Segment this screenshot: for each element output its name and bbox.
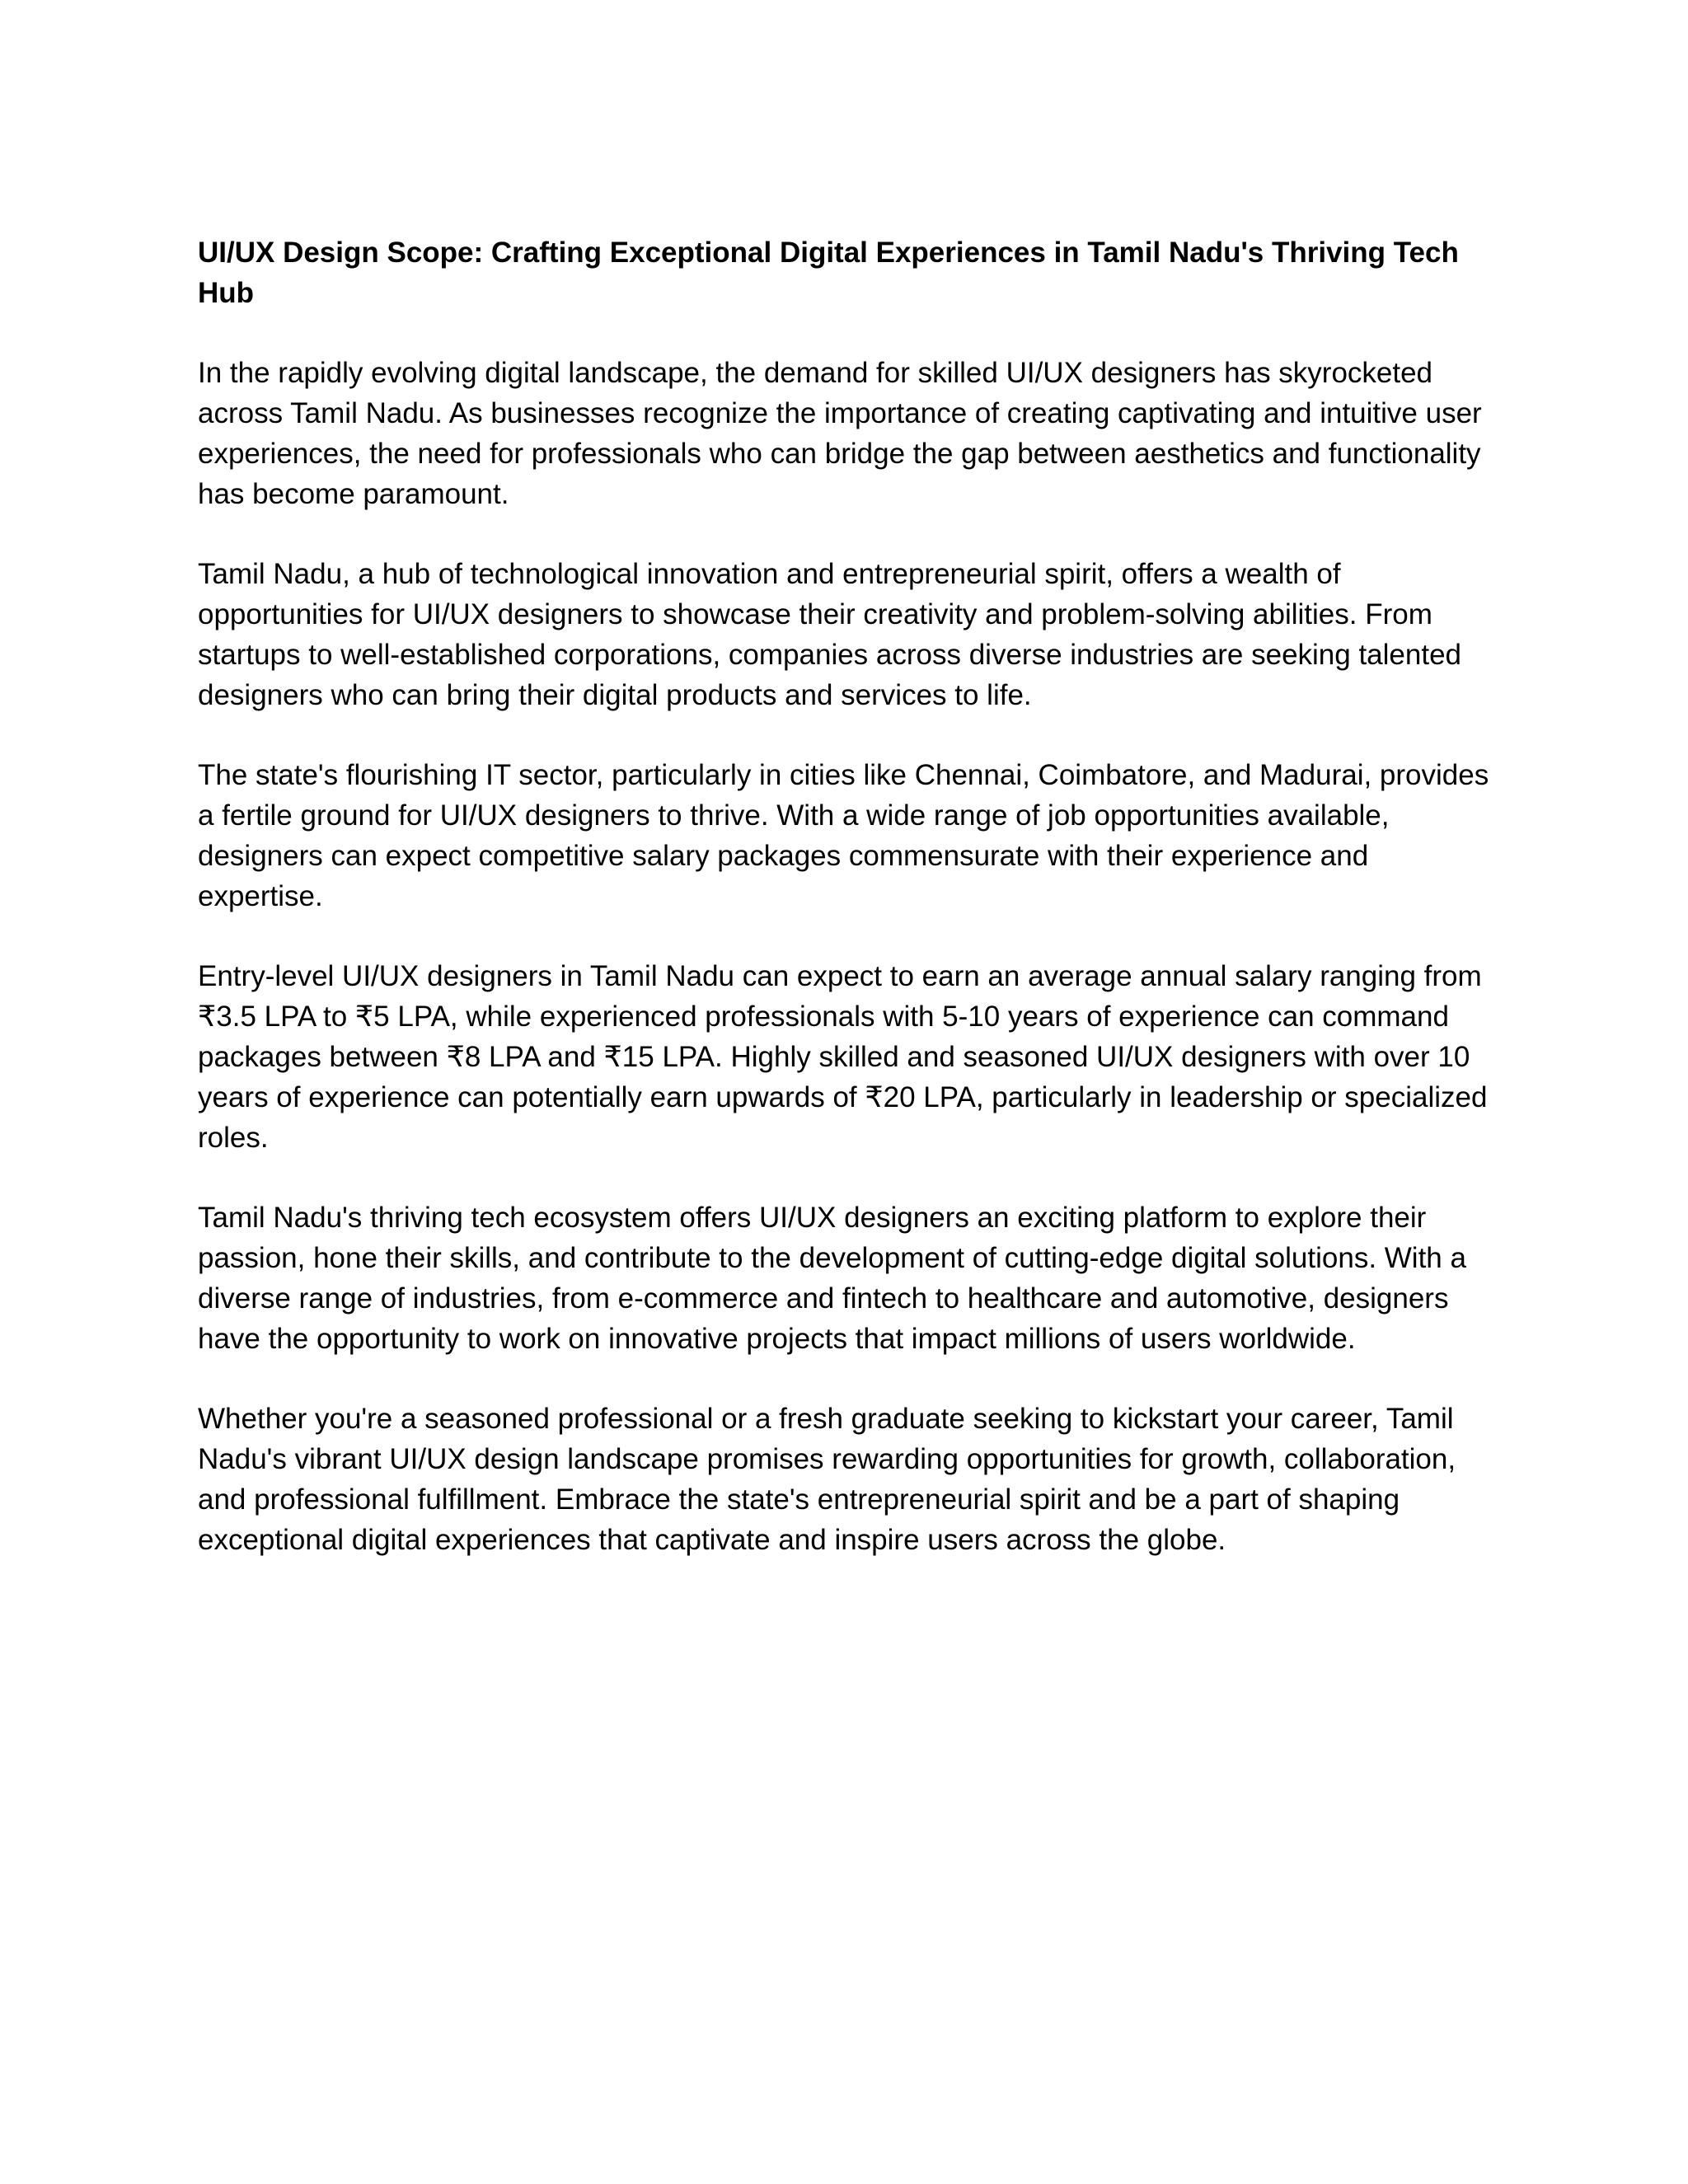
paragraph-salary: Entry-level UI/UX designers in Tamil Nadu can expect to earn an average annual salary ranging from ₹3.5 LPA to ₹5 LPA, while experienced professionals with 5-10 years of experience can command packages between ₹8 LPA and ₹15 LPA. Highly skilled and seasoned UI/UX designers with over 10 years of experience can potentially earn upwards of ₹20 LPA, particularly in leadership or specialized roles.	[198, 960, 1488, 1154]
paragraph-opportunities: Tamil Nadu, a hub of technological innovation and entrepreneurial spirit, offers a wealth of opportunities for UI/UX designers to showcase their creativity and problem-solving abilities. From startups to well-established corporations, companies across diverse industries are seeking talented designers who can bring their digital products and services to life.	[198, 558, 1462, 711]
document-body	[198, 232, 1500, 1600]
paragraph-intro: In the rapidly evolving digital landscape, the demand for skilled UI/UX designers has skyrocketed across Tamil Nadu. As businesses recognize the importance of creating captivating and intuitive user experiences, the need for professionals who can bridge the gap between aesthetics and functionality has become paramount.	[198, 357, 1482, 510]
document-title: UI/UX Design Scope: Crafting Exceptional Digital Experiences in Tamil Nadu's Thriving Tech Hub	[198, 237, 1459, 309]
paragraph-conclusion: Whether you're a seasoned professional or a fresh graduate seeking to kickstart your career, Tamil Nadu's vibrant UI/UX design landscape promises rewarding opportunities for growth, collaboration, and professional fulfillment. Embrace the state's entrepreneurial spirit and be a part of shaping exceptional digital experiences that captivate and inspire users across the globe.	[198, 1403, 1456, 1556]
paragraph-ecosystem: Tamil Nadu's thriving tech ecosystem offers UI/UX designers an exciting platform to explore their passion, hone their skills, and contribute to the development of cutting-edge digital solutions. With a diverse range of industries, from e-commerce and fintech to healthcare and automotive, designers have the opportunity to work on innovative projects that impact millions of users worldwide.	[198, 1202, 1466, 1355]
paragraph-it-sector: The state's flourishing IT sector, particularly in cities like Chennai, Coimbatore, and Madurai, provides a fertile ground for UI/UX designers to thrive. With a wide range of job opportunities available, designers can expect competitive salary packages commensurate with their experience and expertise.	[198, 759, 1489, 912]
